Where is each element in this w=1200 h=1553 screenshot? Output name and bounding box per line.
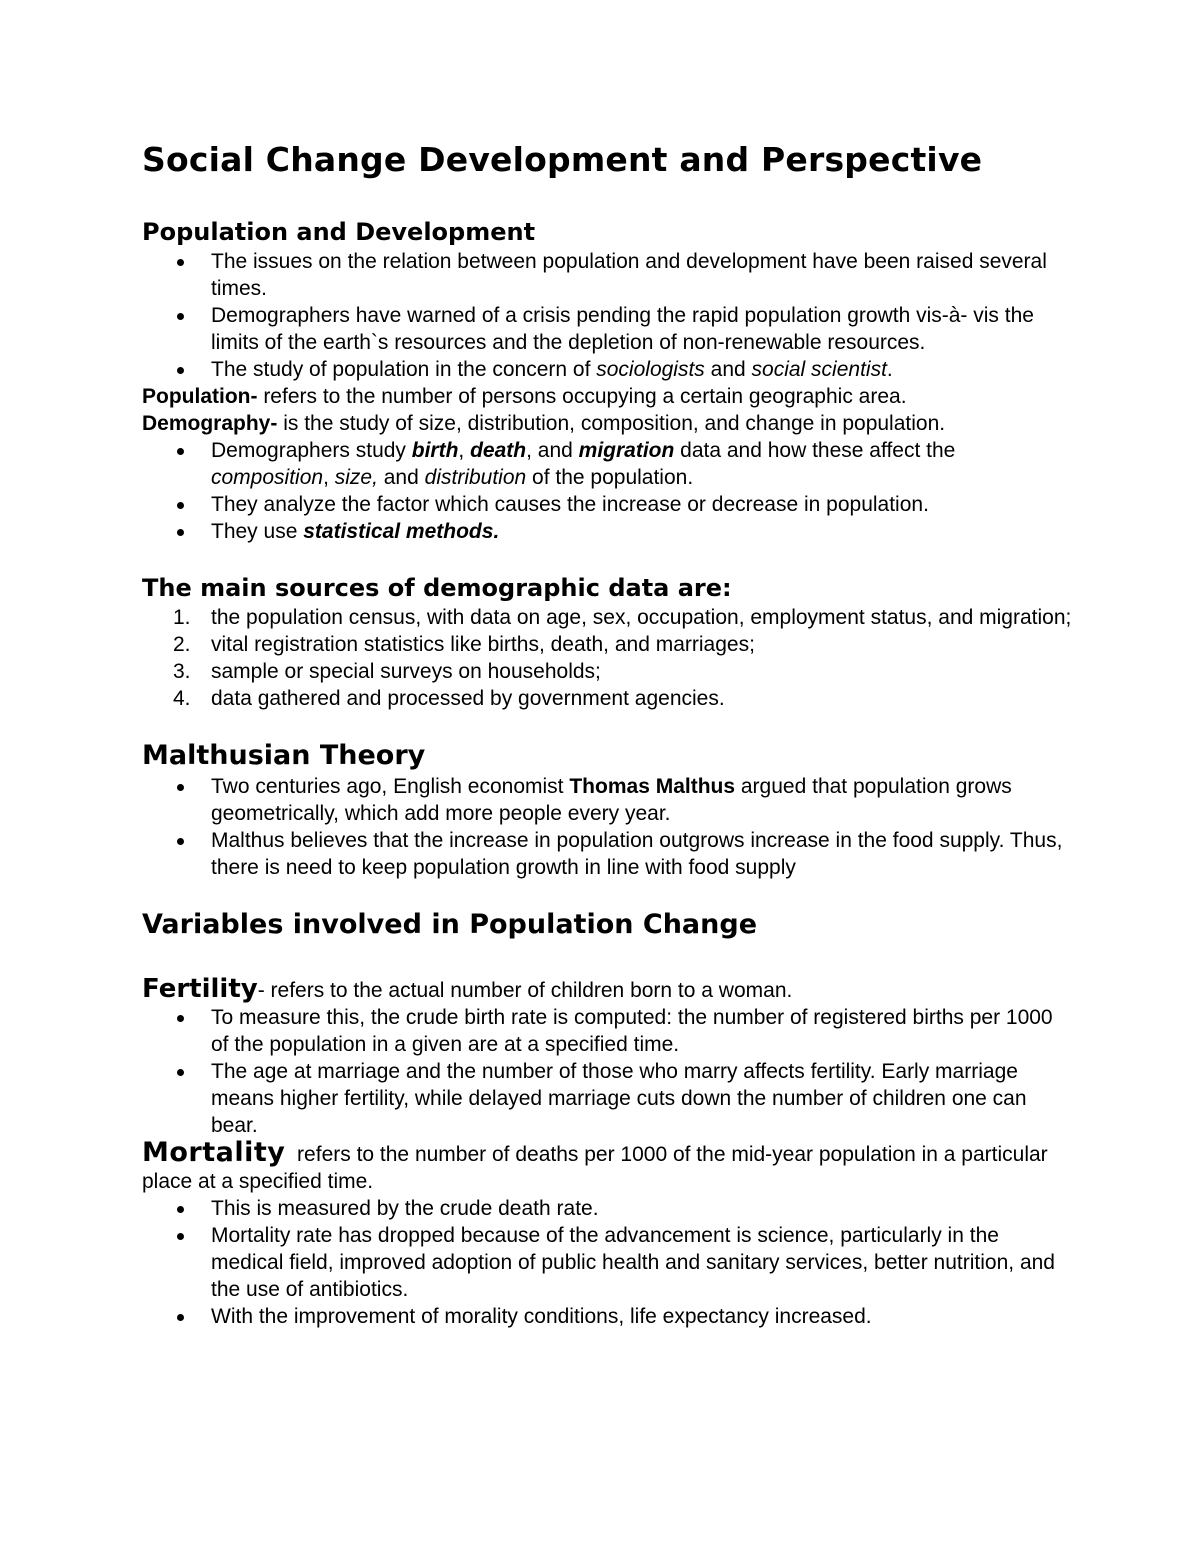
list-item: The study of population in the concern of sociologists and social scientist. [142,356,1072,383]
list-item: Malthus believes that the increase in population outgrows increase in the food supply. Thus, there is need to keep population growth in line with food supply [142,827,1072,881]
list-item: Mortality rate has dropped because of the advancement is science, particularly in the medical field, improved adoption of public health and sanitary services, better nutrition, and the use of antibiotics. [142,1222,1072,1303]
definition-demography: Demography- is the study of size, distribution, composition, and change in population. [142,412,946,435]
list-item: 3. sample or special surveys on households; [173,660,601,683]
list-item: The issues on the relation between population and development have been raised several times. [142,248,1072,302]
definition-fertility: Fertility- refers to the actual number of children born to a woman. [142,974,793,1004]
demography-list [142,437,1072,545]
list-item: They analyze the factor which causes the increase or decrease in population. [142,491,1072,518]
section-heading-demographic-sources: The main sources of demographic data are: [142,574,732,602]
section-heading-variables: Variables involved in Population Change [142,909,758,940]
population-development-list [142,248,1072,383]
definition-population: Population- refers to the number of persons occupying a certain geographic area. [142,385,907,408]
mortality-list [142,1195,1072,1330]
list-item: Demographers have warned of a crisis pending the rapid population growth vis-à- vis the limits of the earth`s resources and the depletion of non-renewable resources. [142,302,1072,356]
list-item: 4. data gathered and processed by government agencies. [173,687,725,710]
list-item: To measure this, the crude birth rate is computed: the number of registered births per 1000 of the population in a given are at a specified time. [142,1004,1072,1058]
list-item: 1. the population census, with data on age, sex, occupation, employment status, and migration; [173,606,1072,629]
list-item: This is measured by the crude death rate. [142,1195,1072,1222]
definition-mortality: Mortality refers to the number of deaths per 1000 of the mid-year population in a particular place at a specified time. [142,1137,1054,1193]
document-page [142,138,1072,1330]
list-item: 2. vital registration statistics like births, death, and marriages; [173,633,755,656]
section-heading-malthusian-theory: Malthusian Theory [142,740,426,771]
malthusian-list [142,773,1072,881]
section-heading-population-development: Population and Development [142,218,536,246]
list-item: Demographers study birth, death, and migration data and how these affect the composition, size, and distribution of the population. [142,437,1072,491]
list-item: Two centuries ago, English economist Thomas Malthus argued that population grows geometrically, which add more people every year. [142,773,1072,827]
fertility-list [142,1004,1072,1139]
list-item: With the improvement of morality conditions, life expectancy increased. [142,1303,1072,1330]
list-item: They use statistical methods. [142,518,1072,545]
demographic-sources-list [142,604,1072,712]
list-item: The age at marriage and the number of those who marry affects fertility. Early marriage means higher fertility, while delayed marriage cuts down the number of children one can bear. [142,1058,1072,1139]
document-title: Social Change Development and Perspective [142,140,983,179]
